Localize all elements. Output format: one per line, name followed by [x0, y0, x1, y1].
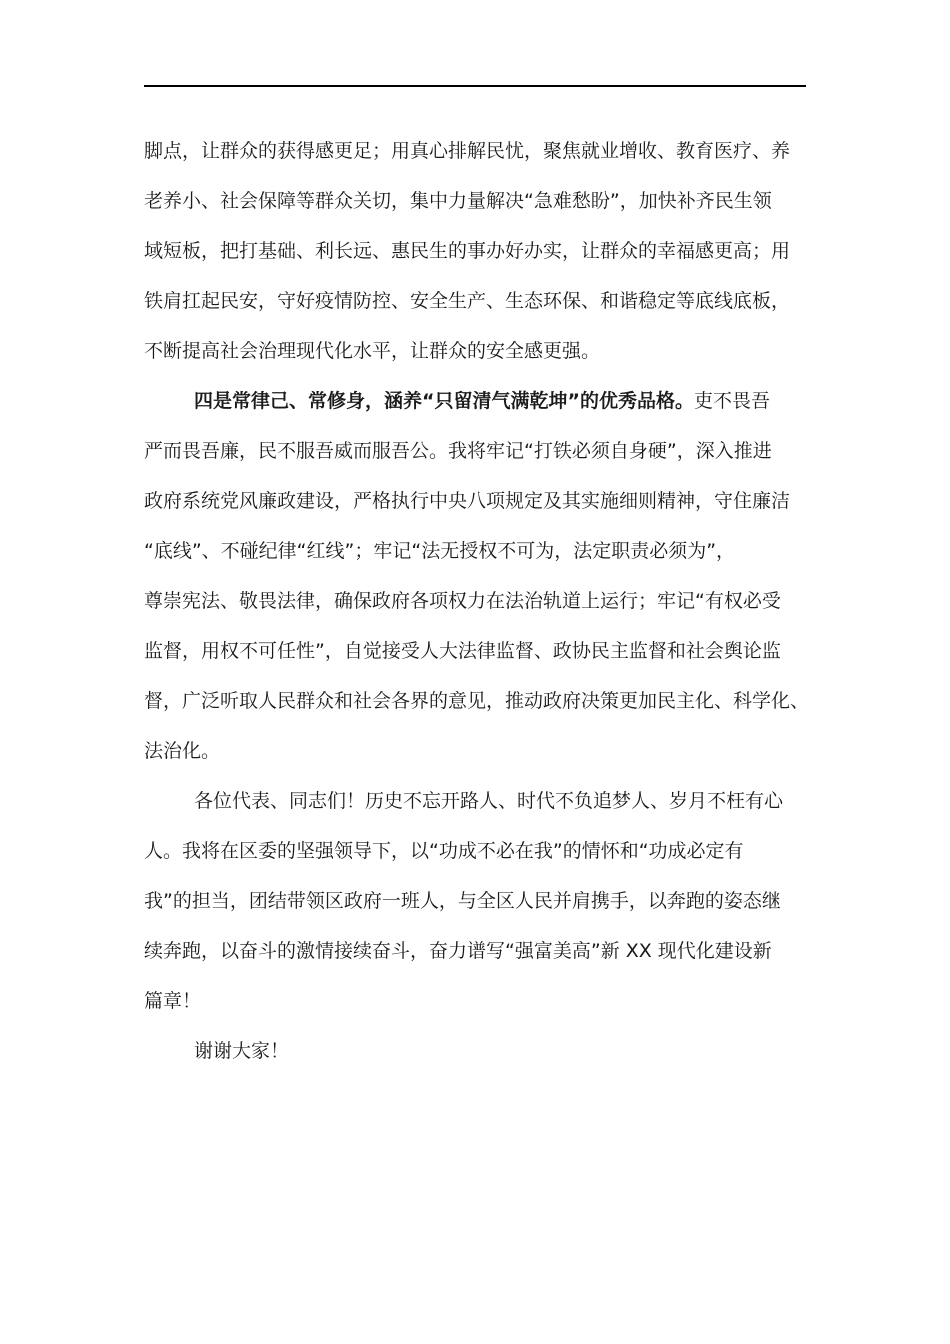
paragraph-text: 吏不畏吾	[693, 390, 770, 412]
document-body	[144, 126, 810, 1076]
paragraph-line: 人。我将在区委的坚强领导下，以“功成不必在我”的情怀和“功成必定有	[144, 840, 744, 862]
closing-line: 谢谢大家！	[194, 1040, 290, 1062]
paragraph-line: 不断提高社会治理现代化水平，让群众的安全感更强。	[144, 340, 601, 362]
paragraph-line: 篇章！	[144, 990, 202, 1012]
paragraph-line: 尊崇宪法、敬畏法律，确保政府各项权力在法治轨道上运行；牢记“有权必受	[144, 590, 781, 612]
paragraph-line: 域短板，把打基础、利长远、惠民生的事办好办实，让群众的幸福感更高；用	[144, 240, 791, 262]
paragraph-line: 严而畏吾廉，民不服吾威而服吾公。我将牢记“打铁必须自身硬”，深入推进	[144, 440, 772, 462]
paragraph-line: 各位代表、同志们！历史不忘开路人、时代不负追梦人、岁月不枉有心	[194, 790, 784, 812]
paragraph-line: 老养小、社会保障等群众关切，集中力量解决“急难愁盼”，加快补齐民生领	[144, 190, 772, 212]
paragraph-line: 督，广泛听取人民群众和社会各界的意见，推动政府决策更加民主化、科学化、	[144, 690, 810, 712]
paragraph-line: 铁肩扛起民安，守好疫情防控、安全生产、生态环保、和谐稳定等底线底板，	[144, 290, 791, 312]
header-rule	[144, 85, 806, 87]
section-heading: 四是常律己、常修身，涵养“只留清气满乾坤”的优秀品格。	[194, 390, 694, 412]
paragraph-line: 脚点，让群众的获得感更足；用真心排解民忧，聚焦就业增收、教育医疗、养	[144, 140, 791, 162]
paragraph-line: 法治化。	[144, 740, 221, 762]
paragraph-line: 监督，用权不可任性”，自觉接受人大法律监督、政协民主监督和社会舆论监	[144, 640, 781, 662]
paragraph-line: 政府系统党风廉政建设，严格执行中央八项规定及其实施细则精神，守住廉洁	[144, 490, 791, 512]
paragraph-line: 我”的担当，团结带领区政府一班人，与全区人民并肩携手，以奔跑的姿态继	[144, 890, 781, 912]
paragraph-line: “底线”、不碰纪律“红线”；牢记“法无授权不可为，法定职责必须为”，	[144, 540, 736, 562]
paragraph-line: 续奔跑，以奋斗的激情接续奋斗，奋力谱写“强富美高”新 XX 现代化建设新	[144, 940, 772, 962]
paragraph-line	[144, 376, 806, 426]
